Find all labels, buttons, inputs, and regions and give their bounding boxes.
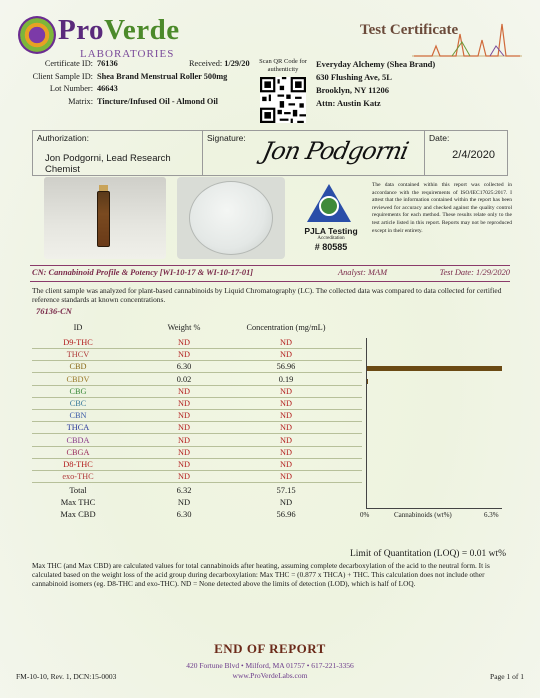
total-concentration: 57.15 (276, 485, 296, 496)
weight-percent: ND (178, 472, 190, 482)
client-street: 630 Flushing Ave, 5L (316, 72, 392, 82)
sample-photo-vial (44, 177, 166, 259)
matrix-row: Matrix: Tincture/Infused Oil - Almond Oil (24, 96, 264, 109)
column-header-id: ID (73, 323, 83, 332)
table-row (32, 398, 362, 410)
section-header (32, 268, 510, 277)
table-row (32, 447, 362, 459)
sample-code: 76136-CN (36, 306, 72, 316)
lab-website[interactable]: www.ProVerdeLabs.com (232, 670, 308, 680)
section-title: CN: Cannabinoid Profile & Potency [WI-10-17 & WI-10-17-01] (32, 268, 254, 277)
calculation-notes: Max THC (and Max CBD) are calculated values for total cannabinoids after heating, assuming complete decarboxylation of the acid to the neutral form. It is calculated based on the weight loss of the acid group during decarboxylation: Max THC = (0.877 x THCA) + THC. This calculation does not include other cannabinoid isomers (eg. D8-THC and exo-THC). ND = None detected above the limits of detection (LOD), which is half of LOQ. (32, 561, 490, 589)
bar-cbd (367, 366, 502, 371)
pjla-number: # 80585 (314, 242, 348, 252)
weight-percent: ND (178, 435, 190, 445)
weight-percent: ND (178, 411, 190, 421)
authorizer-name: Jon Podgorni, Lead Research Chemist (45, 153, 171, 175)
analyst: Analyst: MAM (338, 268, 388, 277)
total-concentration: 56.96 (276, 509, 296, 520)
form-id: FM-10-10, Rev. 1, DCN:15-0003 (16, 672, 117, 681)
client-sample-id: Shea Brand Menstrual Roller 500mg (97, 71, 228, 81)
table-row (32, 374, 362, 386)
qr-code-icon[interactable] (260, 77, 306, 123)
analyte-id: CBDV (66, 374, 90, 384)
totals-row (32, 509, 362, 521)
client-address (316, 58, 435, 110)
pjla-accreditation-badge (299, 184, 359, 260)
table-row (32, 349, 362, 361)
analyte-id: D9-THC (63, 338, 93, 347)
chart-x-min-label: 0% (360, 511, 370, 519)
report-date: 2/4/2020 (452, 149, 495, 161)
table-row (32, 386, 362, 398)
total-weight: 6.32 (176, 485, 192, 496)
analyte-id: CBN (69, 411, 87, 421)
concentration: ND (280, 460, 292, 469)
totals-row (32, 485, 362, 497)
weight-percent: ND (178, 447, 190, 457)
table-row (32, 410, 362, 422)
section-divider-top (30, 265, 510, 266)
table-row (32, 459, 362, 471)
pjla-sub: Accreditation (317, 236, 345, 241)
table-row (32, 435, 362, 447)
weight-percent: ND (178, 338, 190, 347)
client-attn: Attn: Austin Katz (316, 98, 381, 108)
total-label: Total (69, 485, 87, 496)
column-header-weight: Weight % (167, 323, 201, 332)
globe-icon (319, 196, 339, 216)
concentration: 0.19 (278, 374, 294, 384)
document-title: Test Certificate (360, 22, 459, 38)
weight-percent: 6.30 (176, 362, 192, 372)
analyte-id: CBD (69, 362, 87, 372)
analyte-id: THCA (66, 423, 90, 433)
concentration: 56.96 (276, 362, 296, 372)
totals-row (32, 497, 362, 509)
analyte-id: CBC (69, 399, 87, 408)
chart-x-axis (366, 508, 502, 509)
page-number: Page 1 of 1 (490, 672, 524, 681)
lab-street: 420 Fortune Blvd • Milford, MA 01757 • 617-221-3356 (186, 661, 354, 670)
test-date: Test Date: 1/29/2020 (439, 268, 510, 277)
chromatogram-decoration-icon (412, 20, 522, 62)
analyte-id: D8-THC (63, 460, 93, 469)
lot-number: 46643 (97, 84, 118, 93)
concentration: ND (280, 350, 292, 360)
loq-statement: Limit of Quantitation (LOQ) = 0.01 wt% (349, 549, 506, 559)
chart-x-axis-label: Cannabinoids (wt%) (394, 511, 452, 519)
signature-cell: Signature: Jon Podgorni (203, 131, 425, 175)
concentration: ND (280, 399, 292, 408)
concentration: ND (280, 411, 292, 421)
table-row (32, 471, 362, 483)
total-weight: ND (177, 497, 191, 508)
matrix: Tincture/Infused Oil - Almond Oil (97, 96, 218, 106)
weight-percent: ND (178, 460, 190, 469)
weight-percent: 0.02 (176, 374, 192, 384)
pjla-name: PJLA Testing (304, 226, 358, 236)
analyte-id: CBG (69, 386, 87, 396)
date-cell: Date: 2/4/2020 (429, 133, 495, 161)
client-city: Brooklyn, NY 11206 (316, 85, 389, 95)
table-row (32, 337, 362, 349)
signature: Jon Podgorni (260, 137, 411, 165)
column-header-concentration: Concentration (mg/mL) (246, 323, 326, 332)
analyte-id: exo-THC (62, 472, 94, 482)
logo-wordmark: ProVerde (58, 14, 180, 46)
method-description: The client sample was analyzed for plant-based cannabinoids by Liquid Chromatography (LC). The collected data was compared to data collected for certified reference standards at known concentrations. (32, 286, 502, 305)
qr-label: Scan QR Code for authenticity (259, 58, 307, 73)
petri-dish-icon (189, 181, 273, 255)
certificate-id-row: Certificate ID: 76136 (24, 58, 264, 71)
chart-x-max-label: 6.3% (484, 511, 499, 519)
authorization-cell: Authorization: Jon Podgorni, Lead Research Chemist (33, 131, 203, 175)
table-row (32, 361, 362, 373)
total-label: Max THC (60, 497, 96, 508)
authorization-box (32, 130, 508, 176)
weight-percent: ND (178, 399, 190, 408)
concentration: ND (280, 447, 292, 457)
weight-percent: ND (178, 350, 190, 360)
concentration: ND (280, 423, 292, 433)
received-date: 1/29/20 (224, 59, 250, 68)
vial-icon (97, 191, 110, 247)
total-concentration: ND (279, 497, 293, 508)
chart-y-axis (366, 338, 367, 508)
sample-info (24, 58, 264, 108)
concentration: ND (280, 386, 292, 396)
analyte-id: CBGA (66, 447, 90, 457)
concentration: ND (280, 472, 292, 482)
logo-subtitle: LABORATORIES (80, 48, 175, 60)
end-of-report: END OF REPORT (214, 641, 326, 656)
table-row (32, 422, 362, 434)
attestation-text: The data contained within this report was collected in accordance with the requirements of ISO/IEC17025:2017. I attest that the information contained within the report has been reviewed for accuracy and checked against the quality control requirements for each method. These results relate only to the test article listed in this report. Reports may not be reproduced except in their entirety. (372, 182, 512, 234)
analyte-id: THCV (66, 350, 90, 360)
section-divider-bottom (30, 281, 510, 282)
concentration: ND (280, 435, 292, 445)
sample-photo-dish (177, 177, 285, 259)
table-header (32, 322, 362, 336)
certificate-id: 76136 (97, 59, 118, 68)
received-row: Received: 1/29/20 (189, 58, 250, 71)
total-label: Max CBD (60, 509, 96, 520)
concentration: ND (280, 338, 292, 347)
lot-row: Lot Number: 46643 (24, 83, 264, 96)
client-sample-row: Client Sample ID: Shea Brand Menstrual Roller 500mg (24, 71, 264, 84)
weight-percent: ND (178, 423, 190, 433)
client-name: Everyday Alchemy (Shea Brand) (316, 59, 436, 69)
logo-emblem-icon (18, 16, 56, 54)
weight-percent: ND (178, 386, 190, 396)
proverde-logo (18, 14, 208, 58)
total-weight: 6.30 (176, 509, 192, 520)
analyte-id: CBDA (66, 435, 90, 445)
